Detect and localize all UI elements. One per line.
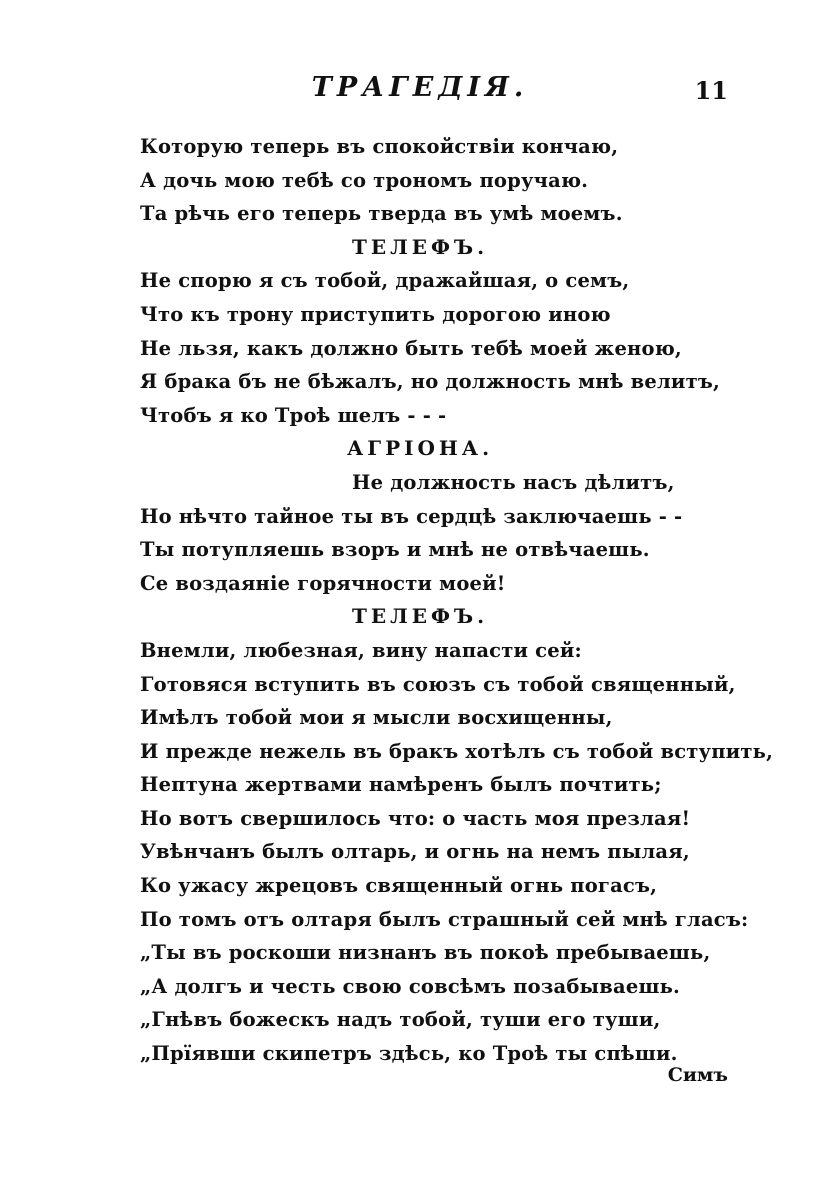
running-title: ТРАГЕДІЯ.	[311, 72, 529, 103]
verse-text	[140, 130, 774, 1071]
verse-line: Имѣлъ тобой мои я мысли восхищенны,	[140, 706, 613, 730]
verse-line: Не льзя, какъ должно быть тебѣ моей женою,	[140, 336, 682, 360]
verse-line: Я брака бъ не бѣжалъ, но должность мнѣ велитъ,	[140, 370, 720, 394]
page-header	[0, 72, 840, 116]
verse-line: Что къ трону приступить дорогою иною	[140, 302, 611, 326]
verse-line: Ко ужасу жрецовъ священный огнь погасъ,	[140, 874, 658, 898]
verse-line: По томъ отъ олтаря былъ страшный сей мнѣ гласъ:	[140, 907, 749, 931]
verse-line: Которую теперь въ спокойствіи кончаю,	[140, 135, 619, 158]
verse-line: „А долгъ и честь свою совсѣмъ позабываешь.	[140, 974, 681, 998]
verse-line: Не спорю я съ тобой, дражайшая, о семъ,	[140, 269, 630, 293]
verse-line: „Ты въ роскоши низнанъ въ покоѣ пребываешь,	[140, 941, 711, 965]
speaker-name: ТЕЛЕФЪ.	[351, 604, 489, 629]
verse-line: Ты потупляешь взоръ и мнѣ не отвѣчаешь.	[140, 538, 650, 562]
verse-line: Не должность насъ дѣлитъ,	[352, 470, 675, 494]
verse-line: Нептуна жертвами намѣренъ былъ почтить;	[140, 773, 662, 797]
verse-line: Увѣнчанъ былъ олтарь, и огнь на немъ пылая,	[140, 840, 690, 864]
page-number: 11	[694, 76, 728, 105]
catchword: Симъ	[667, 1064, 728, 1086]
verse-line: Но нѣчто тайное ты въ сердцѣ заключаешь - -	[140, 504, 683, 528]
verse-line: Та рѣчь его теперь тверда въ умѣ моемъ.	[140, 202, 623, 226]
verse-line: И прежде нежель въ бракъ хотѣлъ съ тобой вступить,	[140, 739, 774, 763]
verse-line: А дочь мою тебѣ со трономъ поручаю.	[140, 168, 589, 192]
speaker-name: ТЕЛЕФЪ.	[351, 234, 489, 259]
verse-line: „Прїявши скипетръ здѣсь, ко Троѣ ты спѣши.	[140, 1042, 678, 1066]
speaker-name: АГРІОНА.	[346, 436, 494, 461]
verse-line: Се воздаяніе горячности моей!	[140, 571, 506, 595]
verse-line: „Гнѣвъ божескъ надъ тобой, туши его туши,	[140, 1008, 661, 1032]
verse-line: Но вотъ свершилось что: о часть моя презлая!	[140, 806, 691, 830]
verse-line: Готовяся вступить въ союзъ съ тобой священный,	[140, 672, 736, 696]
verse-line: Чтобъ я ко Троѣ шелъ - - -	[140, 403, 447, 427]
verse-line: Внемли, любезная, вину напасти сей:	[140, 638, 582, 662]
